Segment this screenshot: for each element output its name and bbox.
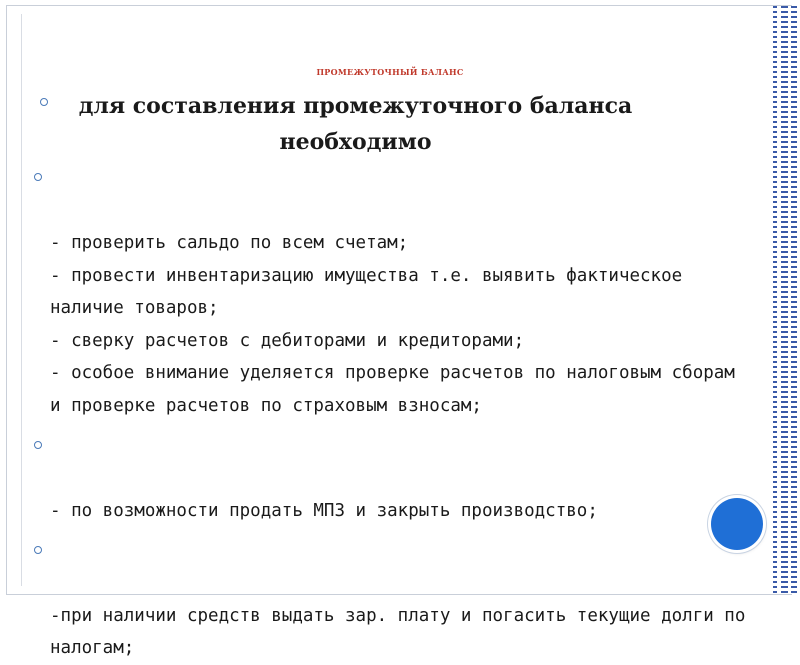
list-item-text: - проверить сальдо по всем счетам; - провести инвентаризацию имущества т.е. выявить фактическое наличие товаров; - сверку расчетов с дебиторами и кредиторами; - особое внимание уделяется проверке расчетов по налоговым сборам и проверке расчетов по страховым взносам; [50,233,735,416]
heading-item [48,88,663,160]
decorative-circle [711,498,763,550]
bullet-ring-icon [34,546,42,554]
stripe-gap [777,6,781,594]
bullet-ring-icon [34,441,42,449]
bullet-ring-icon [34,173,42,181]
slide-content [50,88,750,665]
slide-title: ПРОМЕЖУТОЧНЫЙ БАЛАНС [316,67,464,77]
list-item-text: - по возможности продать МПЗ и закрыть производство; [50,501,598,521]
left-divider [21,14,22,586]
list-item [50,162,750,422]
list-item-text: -при наличии средств выдать зар. плату и погасить текущие долги по налогам; [50,605,746,658]
list-item [50,430,750,528]
heading-text: для составления промежуточного баланса необходимо [78,93,633,155]
bullet-ring-icon [40,98,48,106]
stripe-gap [788,6,791,594]
